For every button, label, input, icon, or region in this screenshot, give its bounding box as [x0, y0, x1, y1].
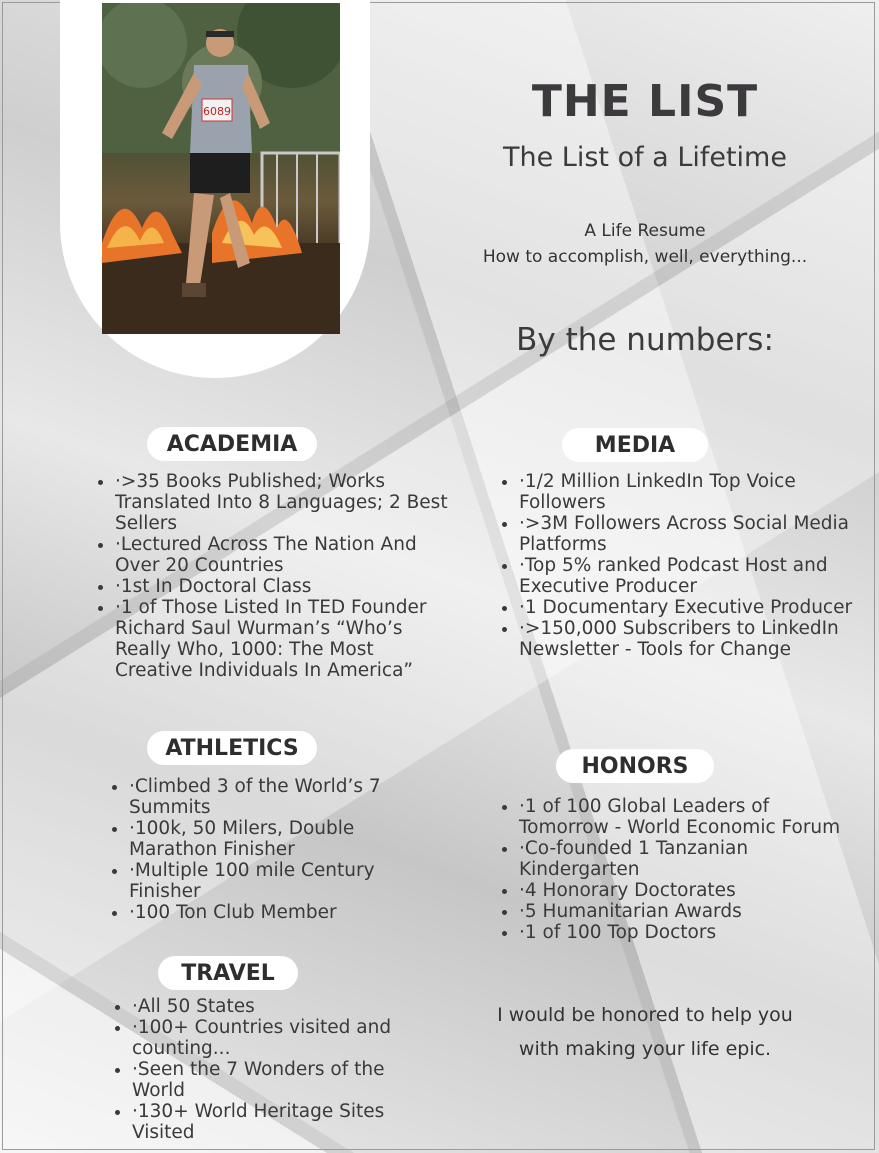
- list-item: • ·Seen the 7 Wonders of the World: [132, 1059, 432, 1101]
- runner-photo: [102, 3, 340, 334]
- list-item: • ·Multiple 100 mile Century Finisher: [129, 860, 429, 902]
- list-item: • ·100 Ton Club Member: [129, 902, 429, 923]
- list-item: • ·>35 Books Published; Works Translated Into 8 Languages; 2 Best Sellers: [115, 471, 450, 534]
- list-item: • ·1 of 100 Top Doctors: [519, 922, 849, 943]
- runner-photo-illustration: [102, 3, 340, 334]
- page-subtitle: The List of a Lifetime: [503, 142, 787, 173]
- closing-line-2: with making your life epic.: [518, 1038, 772, 1060]
- list-item: • ·All 50 States: [132, 996, 432, 1017]
- travel-heading: TRAVEL: [158, 956, 298, 990]
- list-item: • ·100k, 50 Milers, Double Marathon Finisher: [129, 818, 429, 860]
- media-heading: MEDIA: [562, 428, 708, 462]
- list-item: • ·Top 5% ranked Podcast Host and Executive Producer: [519, 555, 864, 597]
- list-item: • ·1/2 Million LinkedIn Top Voice Followers: [519, 471, 864, 513]
- list-item: • ·Lectured Across The Nation And Over 20 Countries: [115, 534, 450, 576]
- list-item: • ·4 Honorary Doctorates: [519, 880, 849, 901]
- bib-number: 6089: [203, 105, 231, 118]
- list-item: • ·Climbed 3 of the World’s 7 Summits: [129, 776, 429, 818]
- athletics-heading: ATHLETICS: [147, 731, 317, 765]
- tagline-secondary: How to accomplish, well, everything...: [482, 247, 808, 267]
- athletics-list: [107, 776, 429, 923]
- numbers-heading: By the numbers:: [516, 322, 774, 358]
- list-item: • ·130+ World Heritage Sites Visited: [132, 1101, 432, 1143]
- list-item: • ·1 Documentary Executive Producer: [519, 597, 864, 618]
- travel-list: [110, 996, 432, 1143]
- list-item: • ·Co-founded 1 Tanzanian Kindergarten: [519, 838, 849, 880]
- academia-heading: ACADEMIA: [147, 427, 317, 461]
- list-item: • ·>3M Followers Across Social Media Platforms: [519, 513, 864, 555]
- list-item: • ·>150,000 Subscribers to LinkedIn Newsletter - Tools for Change: [519, 618, 864, 660]
- honors-list: [497, 796, 849, 943]
- list-item: • ·1 of 100 Global Leaders of Tomorrow - World Economic Forum: [519, 796, 849, 838]
- closing-message: [470, 998, 820, 1066]
- tagline-primary: A Life Resume: [584, 221, 706, 241]
- list-item: • ·100+ Countries visited and counting...: [132, 1017, 432, 1059]
- academia-list: [93, 471, 450, 681]
- list-item: • ·1 of Those Listed In TED Founder Richard Saul Wurman’s “Who’s Really Who, 1000: The Most Creative Individuals In America”: [115, 597, 450, 681]
- closing-line-1: I would be honored to help you: [497, 1004, 793, 1026]
- list-item: • ·5 Humanitarian Awards: [519, 901, 849, 922]
- page-title: THE LIST: [531, 76, 759, 127]
- honors-heading: HONORS: [556, 749, 714, 783]
- list-item: • ·1st In Doctoral Class: [115, 576, 450, 597]
- media-list: [497, 471, 864, 660]
